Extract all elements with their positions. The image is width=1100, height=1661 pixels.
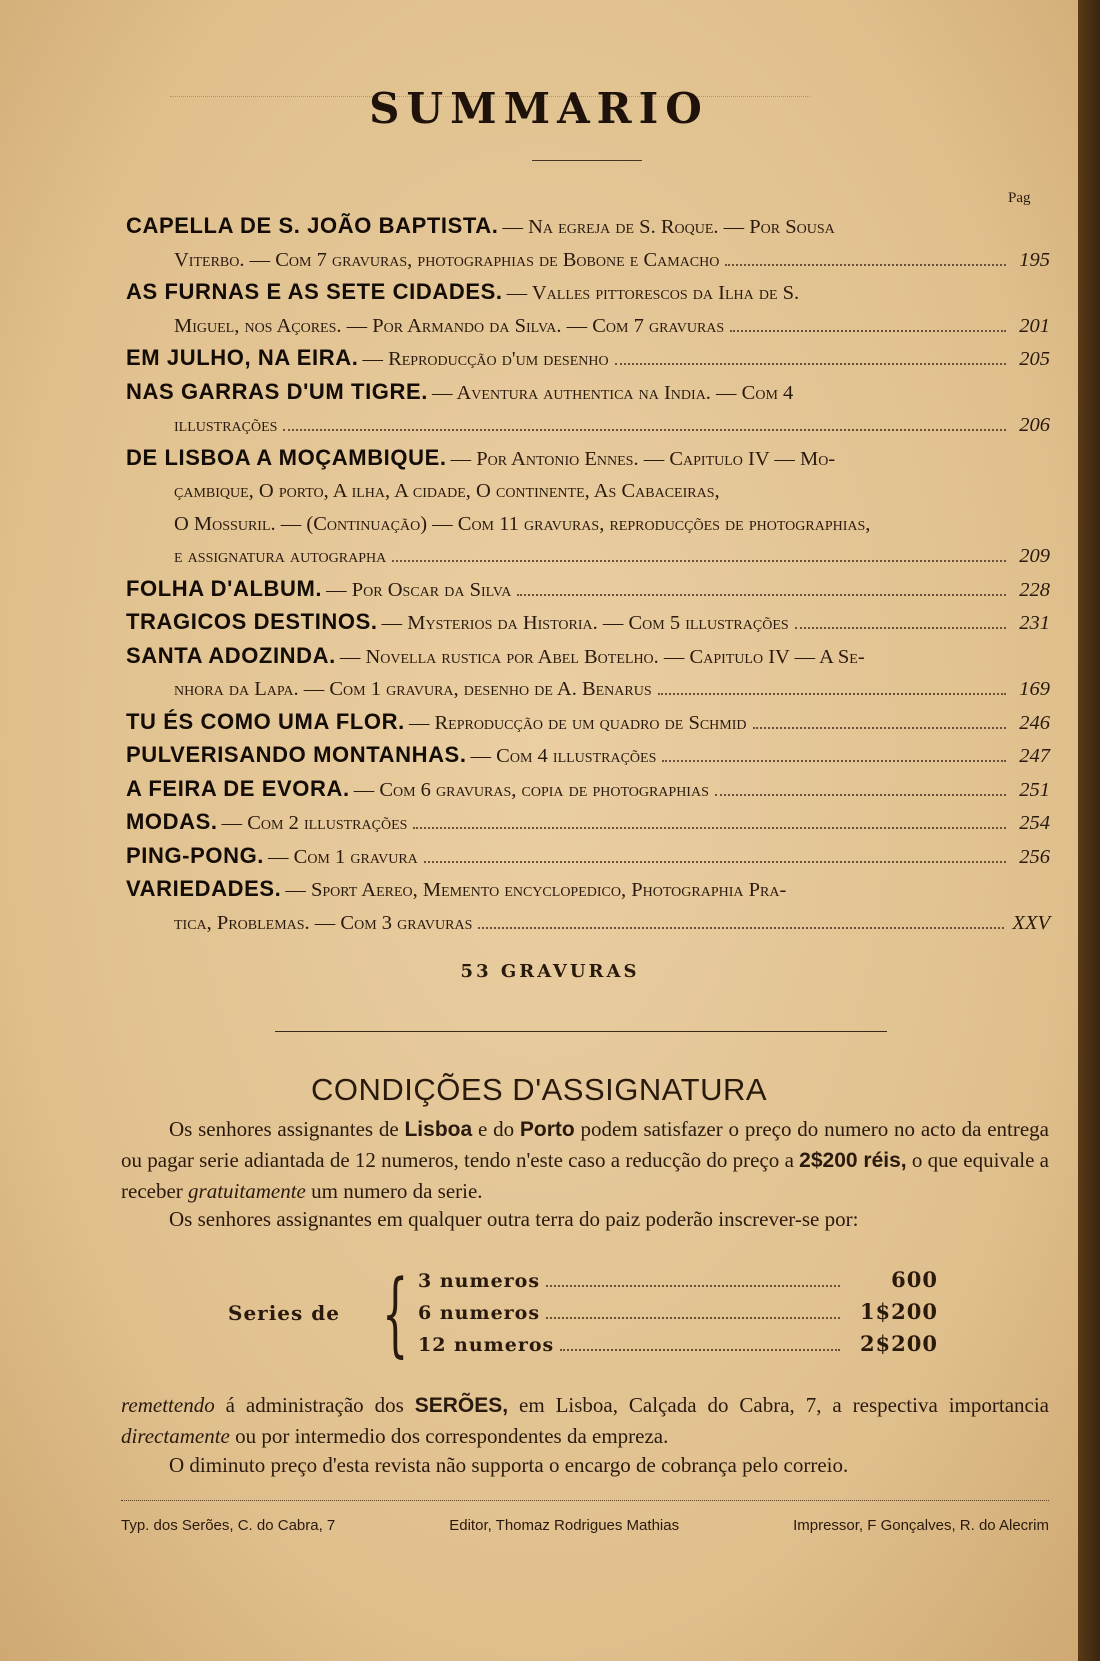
toc-entry-desc: çambique, O porto, A ilha, A cidade, O continente, As Cabaceiras, bbox=[174, 480, 720, 502]
toc-entry-title: A FEIRA DE EVORA. bbox=[126, 775, 350, 801]
toc-entry-desc: — Na egreja de S. Roque. — Por Sousa bbox=[502, 216, 835, 238]
toc-entry-desc: — Valles pittorescos da Ilha de S. bbox=[506, 282, 800, 304]
toc-entry-line bbox=[126, 873, 1050, 907]
toc-entry-line bbox=[126, 706, 1050, 740]
dot-leader bbox=[662, 760, 1006, 762]
p1-text-b: e do bbox=[472, 1117, 520, 1141]
dot-leader bbox=[658, 693, 1006, 695]
series-row-price: 1$200 bbox=[859, 1299, 938, 1324]
toc-entry-desc: — Mysterios da Historia. — Com 5 illustrações bbox=[381, 612, 789, 634]
conditions-paragraph-4: O diminuto preço d'esta revista não supporta o encargo de cobrança pelo correio. bbox=[169, 1453, 849, 1477]
toc-entry bbox=[126, 873, 1050, 939]
toc-entry-title: SANTA ADOZINDA. bbox=[126, 642, 336, 668]
toc-entry-desc: O Mossuril. — (Continuação) — Com 11 gravuras, reproducções de photographias, bbox=[174, 512, 871, 535]
toc-entry-line bbox=[126, 376, 1050, 410]
toc-entry-desc: — Com 2 illustrações bbox=[221, 812, 408, 834]
toc-entry-title: VARIEDADES. bbox=[126, 876, 282, 901]
toc-entry-page: 169 bbox=[1019, 678, 1050, 700]
toc-entry-desc: — Reproducção de um quadro de Schmid bbox=[408, 711, 747, 734]
toc-entry-title: AS FURNAS E AS SETE CIDADES. bbox=[126, 279, 503, 304]
title-divider bbox=[532, 160, 642, 161]
toc-entry-line bbox=[126, 806, 1050, 840]
toc-entry-title: CAPELLA DE S. JOÃO BAPTISTA. bbox=[126, 213, 499, 238]
toc-entry bbox=[126, 276, 1050, 342]
p3-directamente: directamente bbox=[121, 1424, 230, 1448]
toc-entry-line bbox=[126, 409, 1050, 442]
toc-entry-title: EM JULHO, NA EIRA. bbox=[126, 345, 359, 370]
p3-text-c: ou por intermedio dos correspondentes da empreza. bbox=[229, 1424, 669, 1448]
toc-entry bbox=[126, 376, 1050, 442]
series-row bbox=[418, 1331, 938, 1363]
toc-entry-line bbox=[126, 540, 1050, 573]
dot-leader bbox=[725, 264, 1006, 266]
toc-entry-line bbox=[126, 840, 1050, 874]
toc-entry-page: 246 bbox=[1019, 711, 1050, 734]
toc-entry-page: 228 bbox=[1019, 578, 1050, 601]
page-edge bbox=[1078, 0, 1100, 1661]
page-title: SUMMARIO bbox=[369, 84, 709, 133]
toc-entry-line bbox=[126, 475, 1050, 508]
p3-text-a: á administração dos bbox=[214, 1393, 415, 1417]
toc-entry-page: 256 bbox=[1019, 845, 1050, 868]
footer-typ: Typ. dos Serões, C. do Cabra, 7 bbox=[121, 1517, 336, 1534]
table-of-contents bbox=[126, 210, 1050, 939]
toc-entry-line bbox=[126, 442, 1050, 476]
toc-entry-line bbox=[126, 244, 1050, 277]
p1-text-c: podem satisfazer o preço do numero no acto da entrega ou pagar serie adiantada de 12 numeros, tendo n'este caso a reducção do preço a bbox=[121, 1117, 1049, 1172]
toc-entry-desc: — Com 4 illustrações bbox=[470, 745, 657, 767]
toc-entry-line bbox=[126, 508, 1050, 541]
toc-entry-line bbox=[126, 907, 1050, 940]
conditions-paragraph-2: Os senhores assignantes em qualquer outra terra do paiz poderão inscrever-se por: bbox=[169, 1207, 859, 1231]
toc-entry-title: TRAGICOS DESTINOS. bbox=[126, 609, 378, 634]
dot-leader bbox=[715, 794, 1006, 796]
footer-rule bbox=[121, 1500, 1049, 1501]
toc-entry bbox=[126, 840, 1050, 874]
toc-entry-desc: tica, Problemas. — Com 3 gravuras bbox=[174, 911, 473, 934]
toc-entry-desc: — Reproducção d'um desenho bbox=[362, 348, 609, 370]
toc-entry-desc: — Por Antonio Ennes. — Capitulo IV — Mo- bbox=[450, 447, 836, 470]
p1-price: 2$200 réis, bbox=[799, 1149, 907, 1172]
toc-entry-page: 206 bbox=[1019, 414, 1050, 436]
toc-entry-page: 205 bbox=[1019, 348, 1050, 370]
p1-lisboa: Lisboa bbox=[404, 1118, 473, 1141]
toc-entry bbox=[126, 210, 1050, 276]
toc-entry-title: MODAS. bbox=[126, 809, 218, 834]
toc-entry-line bbox=[126, 640, 1050, 674]
series-row-label: 6 numeros bbox=[418, 1302, 541, 1324]
toc-entry-page: 201 bbox=[1019, 314, 1050, 337]
series-brace: { bbox=[382, 1260, 409, 1367]
toc-entry-desc: e assignatura autographa bbox=[174, 545, 387, 567]
dot-leader bbox=[392, 560, 1006, 562]
section-divider bbox=[275, 1031, 887, 1032]
p1-text-e: um numero da serie. bbox=[305, 1179, 483, 1203]
toc-entry-line bbox=[126, 773, 1050, 807]
footer bbox=[121, 1517, 1049, 1534]
p1-gratuitamente: gratuitamente bbox=[188, 1179, 306, 1203]
dot-leader bbox=[615, 363, 1006, 365]
toc-entry-desc: — Novella rustica por Abel Botelho. — Capitulo IV — A Se- bbox=[339, 645, 865, 668]
toc-entry bbox=[126, 706, 1050, 740]
dot-leader bbox=[283, 429, 1006, 431]
toc-entry-title: PING-PONG. bbox=[126, 842, 265, 868]
dot-leader bbox=[478, 927, 1004, 929]
footer-impressor: Impressor, F Gonçalves, R. do Alecrim bbox=[793, 1517, 1049, 1534]
toc-entry bbox=[126, 739, 1050, 773]
toc-entry-page: 195 bbox=[1019, 248, 1050, 271]
toc-entry bbox=[126, 442, 1050, 573]
toc-entry-line bbox=[126, 606, 1050, 640]
p1-text-a: Os senhores assignantes de bbox=[169, 1117, 405, 1141]
toc-entry-page: 209 bbox=[1019, 545, 1050, 567]
toc-entry bbox=[126, 606, 1050, 640]
gravuras-count: 53 GRAVURAS bbox=[460, 961, 640, 982]
series-list bbox=[418, 1267, 938, 1363]
toc-entry-page: 231 bbox=[1019, 612, 1050, 634]
conditions-title: CONDIÇÕES D'ASSIGNATURA bbox=[310, 1072, 768, 1107]
toc-entry-page: 254 bbox=[1019, 812, 1050, 834]
toc-entry bbox=[126, 806, 1050, 840]
footer-editor: Editor, Thomaz Rodrigues Mathias bbox=[449, 1517, 680, 1534]
toc-entry-line bbox=[126, 673, 1050, 706]
dot-leader bbox=[730, 330, 1006, 332]
toc-entry-desc: nhora da Lapa. — Com 1 gravura, desenho de A. Benarus bbox=[174, 678, 652, 700]
toc-entry-desc: — Por Oscar da Silva bbox=[326, 578, 512, 601]
toc-entry-page: 251 bbox=[1019, 778, 1050, 801]
toc-entry-desc: Viterbo. — Com 7 gravuras, photographias de Bobone e Camacho bbox=[174, 248, 720, 271]
series-row bbox=[418, 1267, 938, 1299]
series-row-price: 2$200 bbox=[859, 1331, 938, 1356]
toc-entry-title: NAS GARRAS D'UM TIGRE. bbox=[126, 378, 428, 404]
toc-entry bbox=[126, 573, 1050, 607]
toc-entry-desc: — Com 6 gravuras, copia de photographias bbox=[353, 778, 709, 801]
toc-entry-page: 247 bbox=[1019, 745, 1050, 767]
toc-entry-desc: — Sport Aereo, Memento encyclopedico, Photographia Pra- bbox=[285, 879, 787, 901]
p3-remettendo: remettendo bbox=[121, 1393, 215, 1417]
p3-seroes: SERÕES, bbox=[414, 1394, 509, 1417]
toc-entry-desc: Miguel, nos Açores. — Por Armando da Silva. — Com 7 gravuras bbox=[174, 314, 725, 337]
p1-text-d: o que equivale a receber bbox=[121, 1148, 1049, 1203]
toc-entry-desc: illustrações bbox=[174, 414, 278, 436]
toc-entry-desc: — Com 1 gravura bbox=[268, 845, 418, 868]
toc-entry-line bbox=[126, 276, 1050, 310]
dot-leader bbox=[517, 594, 1006, 596]
conditions-paragraph-1 bbox=[121, 1114, 1049, 1206]
dot-leader bbox=[413, 827, 1006, 829]
toc-entry-page: XXV bbox=[1012, 911, 1050, 934]
p3-text-b: em Lisboa, Calçada do Cabra, 7, a respectiva importancia bbox=[508, 1393, 1049, 1417]
toc-entry-line bbox=[126, 342, 1050, 376]
series-row bbox=[418, 1299, 938, 1331]
toc-entry bbox=[126, 342, 1050, 376]
toc-entry-title: FOLHA D'ALBUM. bbox=[126, 575, 323, 601]
series-label: Series de bbox=[228, 1301, 340, 1325]
series-row-label: 3 numeros bbox=[418, 1270, 541, 1292]
toc-entry-line bbox=[126, 310, 1050, 343]
dot-leader bbox=[753, 727, 1006, 729]
toc-entry-line bbox=[126, 573, 1050, 607]
toc-entry-line bbox=[126, 210, 1050, 244]
toc-entry-line bbox=[126, 739, 1050, 773]
pag-label: Pag bbox=[1008, 190, 1031, 206]
series-row-price: 600 bbox=[891, 1267, 938, 1292]
p1-porto: Porto bbox=[519, 1118, 575, 1141]
toc-entry-title: DE LISBOA A MOÇAMBIQUE. bbox=[126, 444, 447, 470]
toc-entry bbox=[126, 773, 1050, 807]
toc-entry bbox=[126, 640, 1050, 706]
toc-entry-desc: — Aventura authentica na India. — Com 4 bbox=[432, 381, 794, 404]
series-row-label: 12 numeros bbox=[418, 1334, 555, 1356]
conditions-paragraph-3 bbox=[121, 1390, 1049, 1451]
toc-entry-title: PULVERISANDO MONTANHAS. bbox=[126, 742, 467, 767]
dot-leader bbox=[795, 627, 1006, 629]
dot-leader bbox=[424, 861, 1006, 863]
toc-entry-title: TU ÉS COMO UMA FLOR. bbox=[126, 708, 405, 734]
